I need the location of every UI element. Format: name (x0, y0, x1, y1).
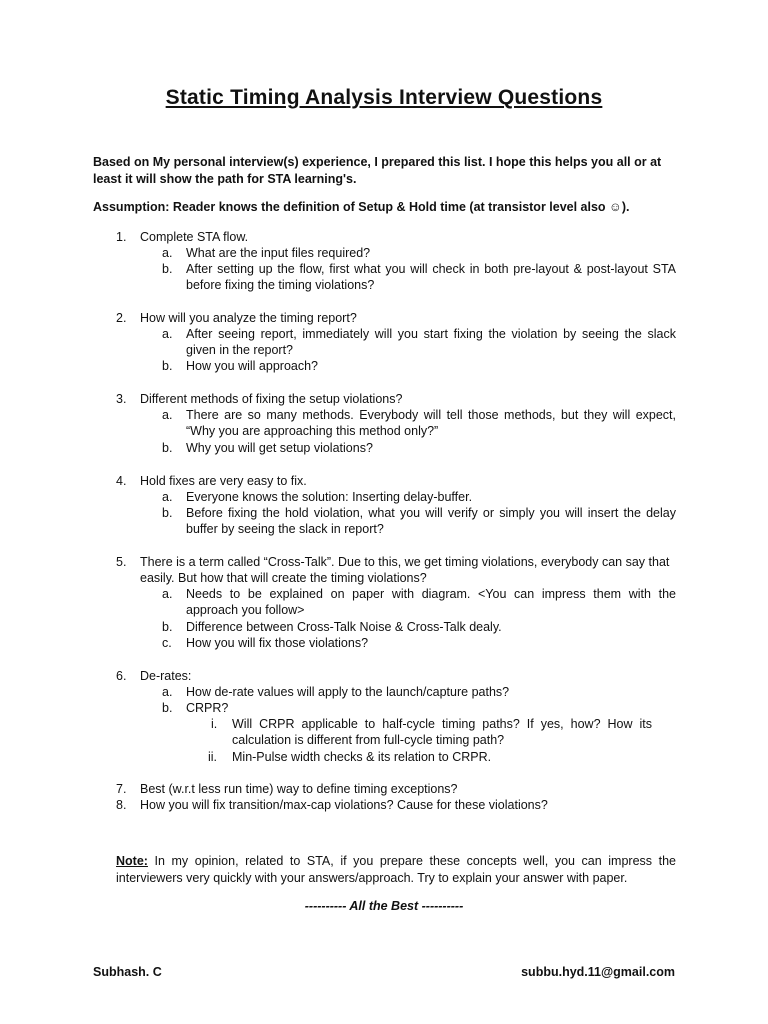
question-text: Hold fixes are very easy to fix. (140, 474, 307, 488)
sub-sub-question-numeral: ii. (208, 750, 218, 764)
sub-question-letter: b. (162, 620, 173, 634)
sub-question-text: Everyone knows the solution: Inserting delay-buffer. (186, 490, 473, 504)
sub-question-text: There are so many methods. Everybody will tell those methods, but they will expect, “Why you are approaching this method only?” (186, 408, 676, 439)
assumption-text: Assumption: Reader knows the definition of Setup & Hold time (at transistor level also (93, 200, 610, 214)
question-text: De-rates: (140, 669, 192, 683)
question-number: 6. (116, 669, 127, 683)
footer-email: subbu.hyd.11@gmail.com (521, 965, 675, 979)
assumption-end: ). (621, 200, 630, 214)
sub-question-letter: b. (162, 262, 173, 276)
question-text: Different methods of fixing the setup violations? (140, 392, 403, 406)
question-number: 3. (116, 392, 127, 406)
sub-question-letter: b. (162, 441, 173, 455)
sub-question-text: What are the input files required? (186, 246, 371, 260)
footer-author: Subhash. C (93, 965, 162, 979)
question-number: 5. (116, 555, 127, 569)
sub-question-text: Before fixing the hold violation, what you will verify or simply you will insert the delay buffer by seeing the slack in report? (186, 506, 676, 537)
sub-question-letter: a. (162, 246, 173, 260)
note-paragraph (116, 853, 676, 887)
sub-question-text: Difference between Cross-Talk Noise & Cross-Talk dealy. (186, 620, 502, 634)
question-text: Complete STA flow. (140, 230, 249, 244)
question-number: 4. (116, 474, 127, 488)
sub-question-text: How you will approach? (186, 359, 319, 373)
intro-paragraph: Based on My personal interview(s) experience, I prepared this list. I hope this helps you all or at least it will show the path for STA learning's. (93, 155, 662, 186)
sub-question-text: Why you will get setup violations? (186, 441, 373, 455)
sub-question-letter: b. (162, 701, 173, 715)
question-text: How will you analyze the timing report? (140, 311, 357, 325)
sub-question-letter: c. (162, 636, 172, 650)
question-number: 7. (116, 782, 127, 796)
question-text: There is a term called “Cross-Talk”. Due to this, we get timing violations, everybody can say that easily. But how that will create the timing violations? (140, 555, 670, 586)
sub-question-text: Needs to be explained on paper with diagram. <You can impress them with the approach you follow> (186, 587, 676, 618)
smiley-icon: ☺ (609, 200, 622, 214)
sub-question-letter: a. (162, 587, 173, 601)
question-text: Best (w.r.t less run time) way to define timing exceptions? (140, 782, 458, 796)
sub-question-letter: a. (162, 327, 173, 341)
sub-sub-question-text: Will CRPR applicable to half-cycle timing paths? If yes, how? How its calculation is different from full-cycle timing path? (232, 717, 652, 748)
sub-sub-question-text: Min-Pulse width checks & its relation to CRPR. (232, 750, 492, 764)
question-number: 2. (116, 311, 127, 325)
sub-question-letter: a. (162, 685, 173, 699)
note-text: In my opinion, related to STA, if you prepare these concepts well, you can impress the interviewers very quickly with your answers/approach. Try to explain your answer with paper. (116, 854, 676, 885)
sub-question-letter: a. (162, 490, 173, 504)
sub-question-letter: b. (162, 506, 173, 520)
sub-question-letter: b. (162, 359, 173, 373)
sub-question-letter: a. (162, 408, 173, 422)
sub-question-text: After seeing report, immediately will you start fixing the violation by seeing the slack given in the report? (186, 327, 676, 358)
sub-sub-question-numeral: i. (211, 717, 218, 731)
sub-question-text: How you will fix those violations? (186, 636, 369, 650)
sub-question-text: After setting up the flow, first what you will check in both pre-layout & post-layout STA before fixing the timing violations? (186, 262, 676, 293)
sub-question-text: How de-rate values will apply to the launch/capture paths? (186, 685, 510, 699)
question-number: 8. (116, 798, 127, 812)
closing-line: ---------- All the Best ---------- (304, 899, 464, 913)
assumption-line (93, 200, 683, 214)
sub-question-text: CRPR? (186, 701, 229, 715)
document-title: Static Timing Analysis Interview Questions (165, 86, 603, 109)
note-label: Note: (116, 854, 148, 868)
question-text: How you will fix transition/max-cap violations? Cause for these violations? (140, 798, 548, 812)
question-number: 1. (116, 230, 127, 244)
